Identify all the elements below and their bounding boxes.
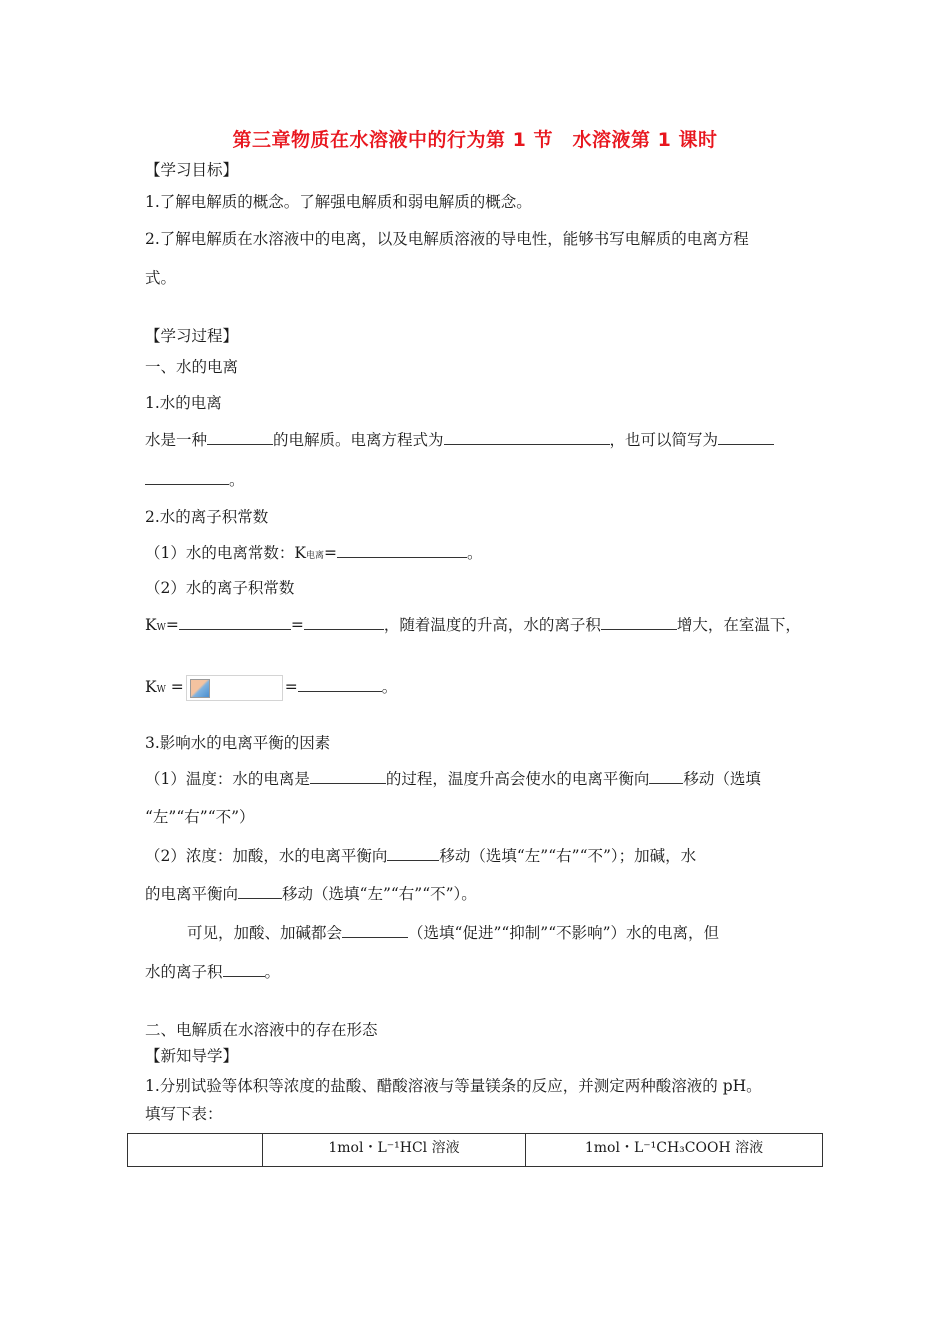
goal-item-1: 1.了解电解质的概念。了解强电解质和弱电解质的概念。 (145, 193, 532, 211)
guide-heading: 【新知导学】 (145, 1047, 239, 1065)
table-header-hcl: 1mol・L⁻¹HCl 溶液 (263, 1134, 526, 1167)
temperature-line-cont: “左”“右”“不”） (145, 808, 255, 826)
temperature-line: （1）温度：水的电离是 的过程，温度升高会使水的电离平衡向 移动（选填 (145, 770, 761, 788)
conclusion-line-cont: 水的离子积 。 (145, 963, 281, 981)
concentration-line-cont: 的电离平衡向 移动（选填“左”“右”“不”）。 (145, 885, 477, 903)
subsection-1-2-title: 2.水的离子积常数 (145, 508, 269, 526)
fill-blank[interactable] (337, 543, 467, 558)
fill-table-label: 填写下表： (145, 1105, 223, 1123)
ion-product-heading: （2）水的离子积常数 (145, 579, 295, 597)
goal-item-2: 2.了解电解质在水溶液中的电离，以及电解质溶液的导电性，能够书写电解质的电离方程 (145, 230, 749, 248)
fill-blank[interactable] (298, 677, 382, 692)
subsection-1-3-title: 3.影响水的电离平衡的因素 (145, 734, 331, 752)
goal-item-2-cont: 式。 (145, 269, 177, 287)
section-1-heading: 一、水的电离 (145, 358, 239, 376)
fill-blank[interactable] (649, 769, 683, 784)
conclusion-line: 可见，加酸、加碱都会 （选填“促进”“抑制”“不影响”）水的电离，但 (187, 924, 720, 942)
fill-blank[interactable] (387, 846, 439, 861)
fill-blank[interactable] (444, 430, 610, 445)
ionization-constant-line: （1）水的电离常数：K电离= 。 (145, 544, 483, 562)
table-header-acetic-acid: 1mol・L⁻¹CH₃COOH 溶液 (526, 1134, 823, 1167)
water-ionization-line-cont: 。 (145, 470, 245, 490)
fill-blank[interactable] (718, 430, 774, 445)
section-2-heading: 二、电解质在水溶液中的存在形态 (145, 1021, 378, 1039)
water-ionization-line: 水是一种 的电解质。电离方程式为 ，也可以简写为 (145, 430, 774, 450)
fill-blank[interactable] (223, 962, 265, 977)
goals-heading: 【学习目标】 (145, 161, 239, 179)
fill-blank[interactable] (207, 430, 273, 445)
broken-image-icon (186, 675, 283, 701)
fill-blank[interactable] (310, 769, 386, 784)
table-row (128, 1134, 823, 1167)
process-heading: 【学习过程】 (145, 327, 239, 345)
fill-blank[interactable] (304, 615, 384, 630)
kw-room-temp-line: KW = = 。 (145, 675, 397, 701)
fill-blank[interactable] (145, 470, 229, 485)
comparison-table (127, 1133, 823, 1167)
concentration-line: （2）浓度：加酸，水的电离平衡向 移动（选填“左”“右”“不”）；加碱，水 (145, 847, 697, 865)
experiment-line: 1.分别试验等体积等浓度的盐酸、醋酸溶液与等量镁条的反应，并测定两种酸溶液的 pH。 (145, 1077, 762, 1095)
fill-blank[interactable] (238, 884, 282, 899)
kw-line: KW= = ，随着温度的升高，水的离子积 增大，在室温下， (145, 616, 801, 634)
fill-blank[interactable] (179, 615, 291, 630)
subsection-1-1-title: 1.水的电离 (145, 394, 222, 412)
fill-blank[interactable] (342, 923, 408, 938)
table-cell (128, 1134, 263, 1167)
fill-blank[interactable] (601, 615, 677, 630)
document-title: 第三章物质在水溶液中的行为第 1 节 水溶液第 1 课时 (232, 129, 718, 151)
